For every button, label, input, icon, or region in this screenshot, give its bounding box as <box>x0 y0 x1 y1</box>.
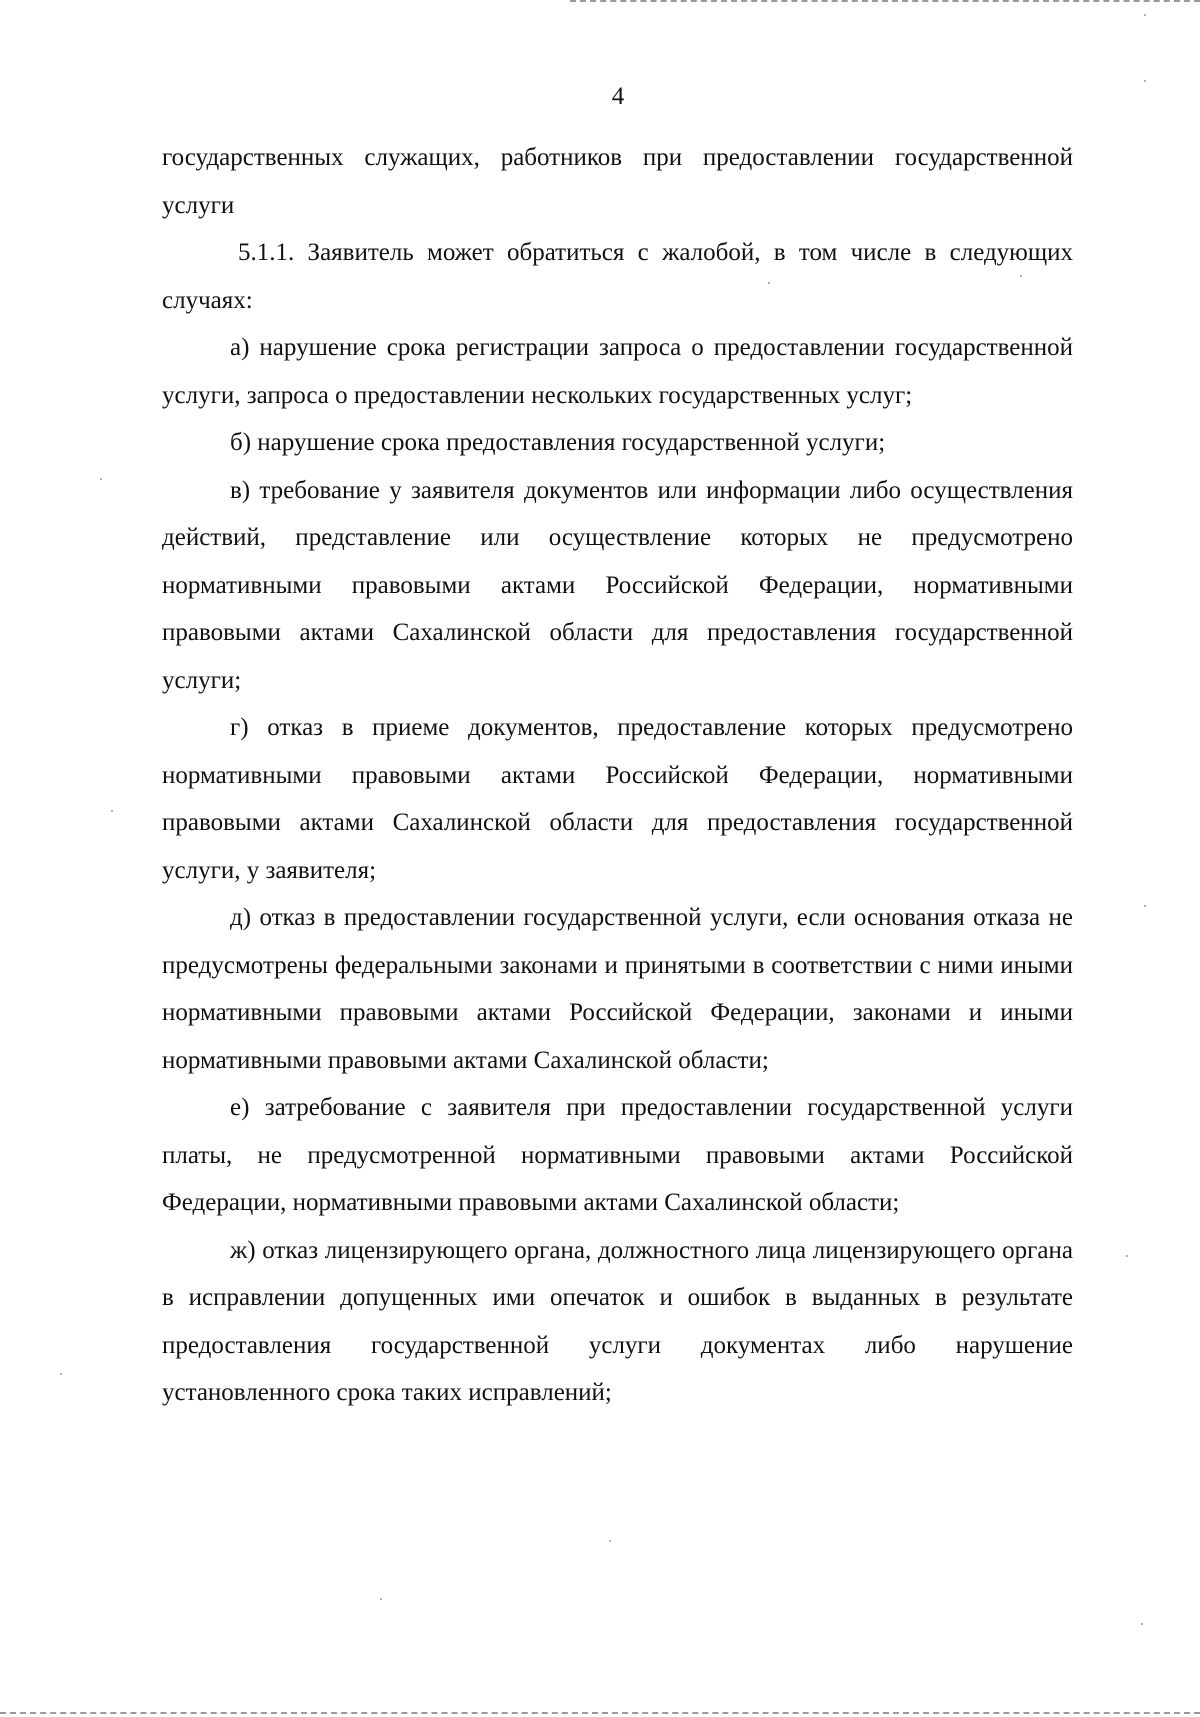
list-item-b: б) нарушение срока предоставления государственной услуги; <box>230 429 886 456</box>
list-item-e: е) затребование с заявителя при предоставлении государственной услуги платы, не предусмотренной нормативными правовыми актами Российской Федерации, нормативными правовыми актами Сахалинской области; <box>162 1094 1073 1216</box>
list-item-v: в) требование у заявителя документов или информации либо осуществления действий, представление или осуществление которых не предусмотрено нормативными правовыми актами Российской Федерации, нормативными правовыми актами Сахалинской области для предоставления государственной услуги; <box>162 476 1073 694</box>
scan-speck <box>768 282 770 284</box>
scan-speck <box>609 1540 611 1542</box>
scan-speck <box>100 478 102 480</box>
scan-speck <box>1144 80 1146 82</box>
scan-speck <box>60 1373 62 1375</box>
scan-speck <box>380 1598 382 1600</box>
scan-edge-top <box>570 0 1200 4</box>
page-number: 4 <box>611 83 625 110</box>
scan-speck <box>1141 1623 1143 1625</box>
scan-speck <box>1020 275 1022 277</box>
heading-continuation: государственных служащих, работников при предоставлении государственной услуги <box>162 144 1073 219</box>
scan-speck <box>111 810 113 812</box>
clause-5-1-1: 5.1.1. Заявитель может обратиться с жалобой, в том числе в следующих случаях: <box>162 239 1073 314</box>
scan-speck <box>1144 905 1146 907</box>
list-item-a: а) нарушение срока регистрации запроса о предоставлении государственной услуги, запроса о предоставлении нескольких государственных услуг; <box>162 334 1073 409</box>
scan-edge-bottom <box>0 1712 1200 1716</box>
list-item-g: г) отказ в приеме документов, предоставление которых предусмотрено нормативными правовыми актами Российской Федерации, нормативными правовыми актами Сахалинской области для предоставления государственной услуги, у заявителя; <box>162 714 1073 884</box>
list-item-zh: ж) отказ лицензирующего органа, должностного лица лицензирующего органа в исправлении допущенных ими опечаток и ошибок в выданных в результате предоставления государственной услуги документах либо нарушение установленного срока таких исправлений; <box>162 1236 1073 1406</box>
scan-speck <box>1144 14 1146 16</box>
list-item-d: д) отказ в предоставлении государственной услуги, если основания отказа не предусмотрены федеральными законами и принятыми в соответствии с ними иными нормативными правовыми актами Российской Федерации, законами и иными нормативными правовыми актами Сахалинской области; <box>162 904 1073 1074</box>
document-body <box>162 134 1073 1417</box>
scan-speck <box>1126 1255 1128 1257</box>
